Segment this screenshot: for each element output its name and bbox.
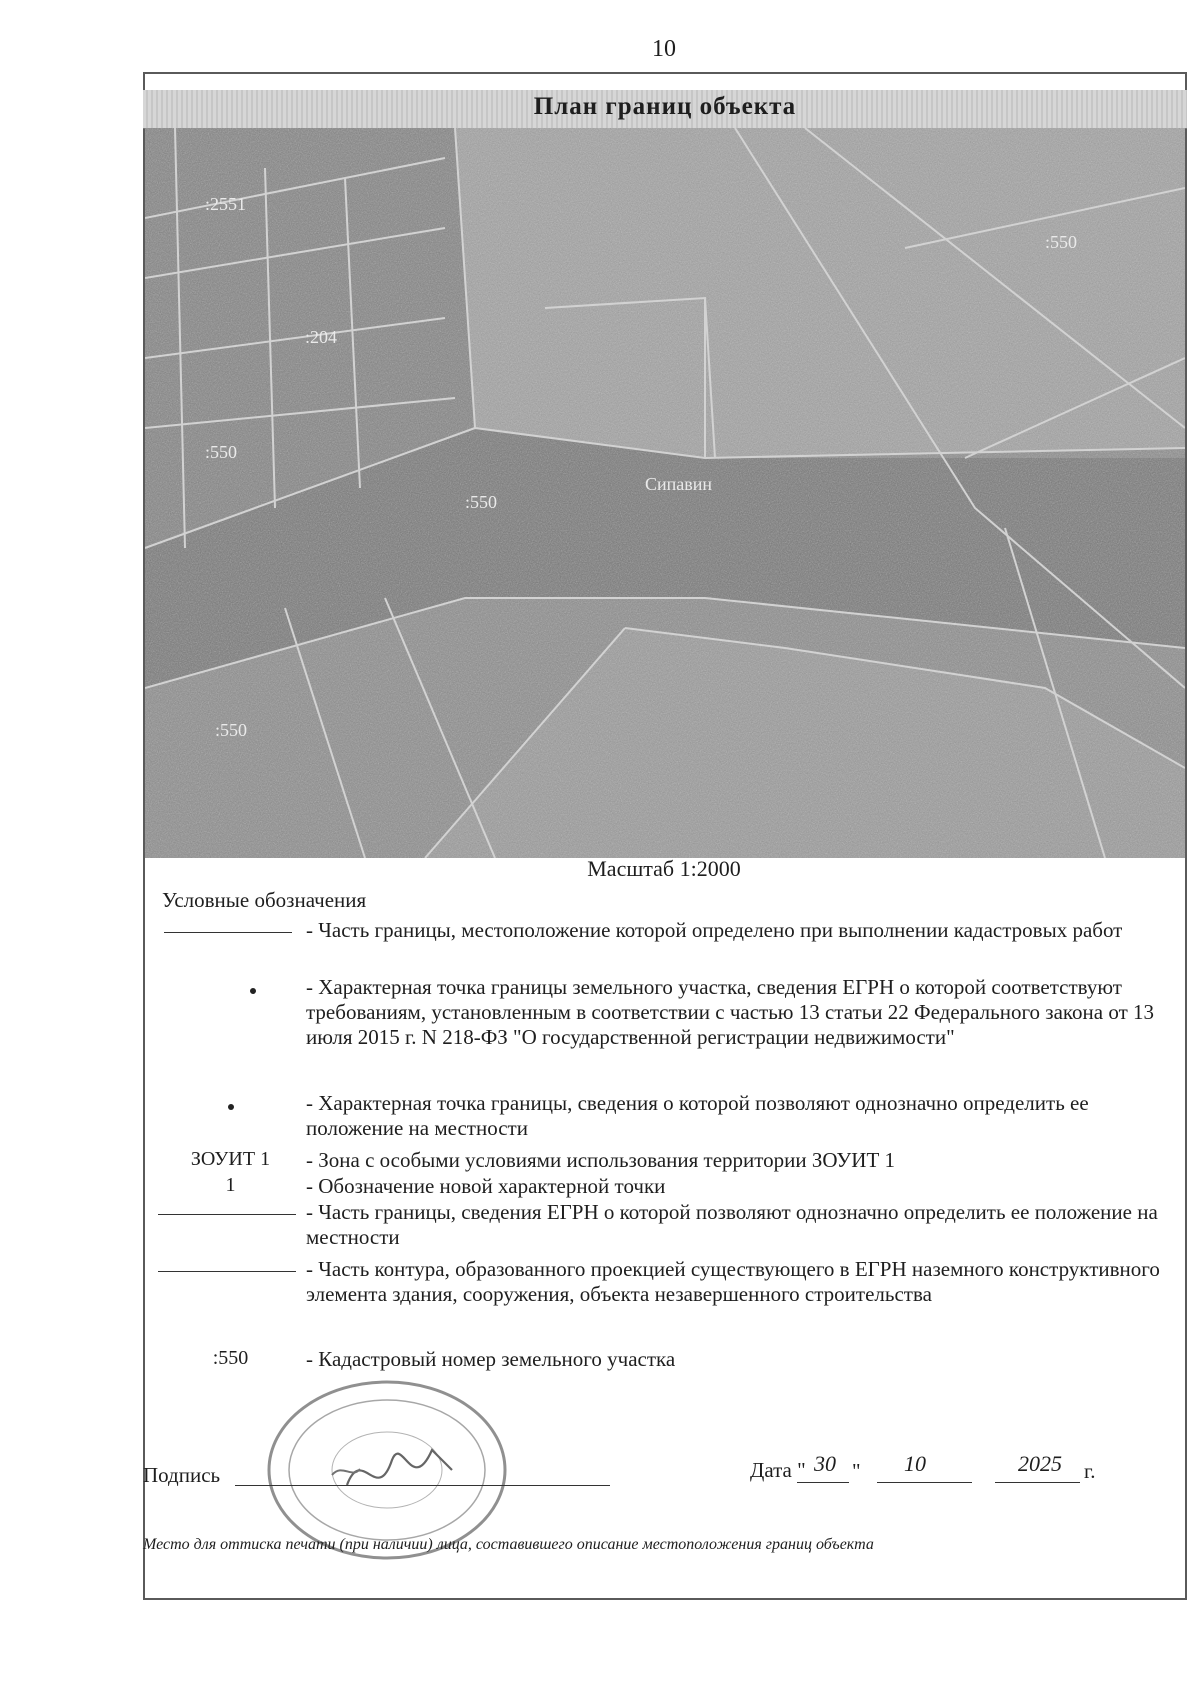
legend-item-new-point <box>158 1174 1183 1200</box>
legend-item-egrn-point <box>158 975 1183 1077</box>
legend-item-characteristic-point <box>158 1091 1183 1143</box>
legend-text: - Характерная точка границы земельного участка, сведения ЕГРН о которой соответствуют требованиям, установленным в соответствии с частью 13 статьи 22 Федерального закона от 13 июля 2015 г. N 218-ФЗ "О государственной регистрации недвижимости" <box>306 975 1155 1049</box>
legend-symbol-cadastral: :550 <box>212 1347 249 1369</box>
legend-symbol-line <box>158 1271 296 1272</box>
map-image <box>145 128 1185 858</box>
date-label: Дата " <box>750 1458 806 1482</box>
legend-item-egrn-boundary <box>158 1200 1183 1252</box>
map-label: :550 <box>1045 232 1078 252</box>
date-year: 2025 <box>1018 1451 1062 1476</box>
map-label: :550 <box>205 442 238 462</box>
legend-text: - Часть границы, местоположение которой определено при выполнении кадастровых работ <box>306 918 1123 942</box>
page-title: План границ объекта <box>533 93 797 120</box>
map-svg <box>145 128 1185 858</box>
map-label: :550 <box>215 720 248 740</box>
date-year-line <box>995 1482 1080 1483</box>
legend-title: Условные обозначения <box>162 888 367 912</box>
legend-symbol-new-point: 1 <box>225 1174 236 1196</box>
map-label: :550 <box>465 492 498 512</box>
legend-text: - Характерная точка границы, сведения о которой позволяют однозначно определить ее положение на местности <box>306 1091 1089 1140</box>
legend-item-cadastral-number <box>158 1347 1183 1373</box>
map-label: Сипавин <box>645 474 713 494</box>
legend-text: - Зона с особыми условиями использования территории ЗОУИТ 1 <box>306 1148 896 1172</box>
signature-label: Подпись <box>143 1463 221 1487</box>
stamp-note: Место для оттиска печати (при наличии) лица, составившего описание местоположения границ объекта <box>143 1536 874 1553</box>
date-suffix: г. <box>1084 1459 1096 1483</box>
date-quote: " <box>852 1459 861 1483</box>
date-day-line <box>797 1482 849 1483</box>
legend-item-zone <box>158 1148 1183 1174</box>
date-month-line <box>877 1482 972 1483</box>
legend-symbol-line <box>158 1214 296 1215</box>
map-label: :2551 <box>205 194 247 214</box>
title-bar <box>143 90 1187 129</box>
date-month: 10 <box>904 1451 926 1476</box>
legend-text: - Кадастровый номер земельного участка <box>306 1347 676 1371</box>
legend-item-building-contour <box>158 1257 1183 1335</box>
map-label: :204 <box>305 327 338 347</box>
legend-symbol-zone: ЗОУИТ 1 <box>190 1148 271 1170</box>
legend-text: - Обозначение новой характерной точки <box>306 1174 666 1198</box>
page-number: 10 <box>652 36 676 62</box>
date-day: 30 <box>814 1451 836 1476</box>
legend-symbol-point <box>228 1104 234 1110</box>
legend-symbol-line <box>164 932 292 933</box>
signature-line[interactable] <box>235 1485 610 1486</box>
legend-symbol-point <box>250 988 256 994</box>
map-scale: Масштаб 1:2000 <box>587 856 741 881</box>
legend-text: - Часть контура, образованного проекцией существующего в ЕГРН наземного конструктивного элемента здания, сооружения, объекта незавершенного строительства <box>306 1257 1160 1306</box>
legend-text: - Часть границы, сведения ЕГРН о которой позволяют однозначно определить ее положение на местности <box>306 1200 1158 1249</box>
legend-item-surveyed-boundary <box>158 918 1183 970</box>
